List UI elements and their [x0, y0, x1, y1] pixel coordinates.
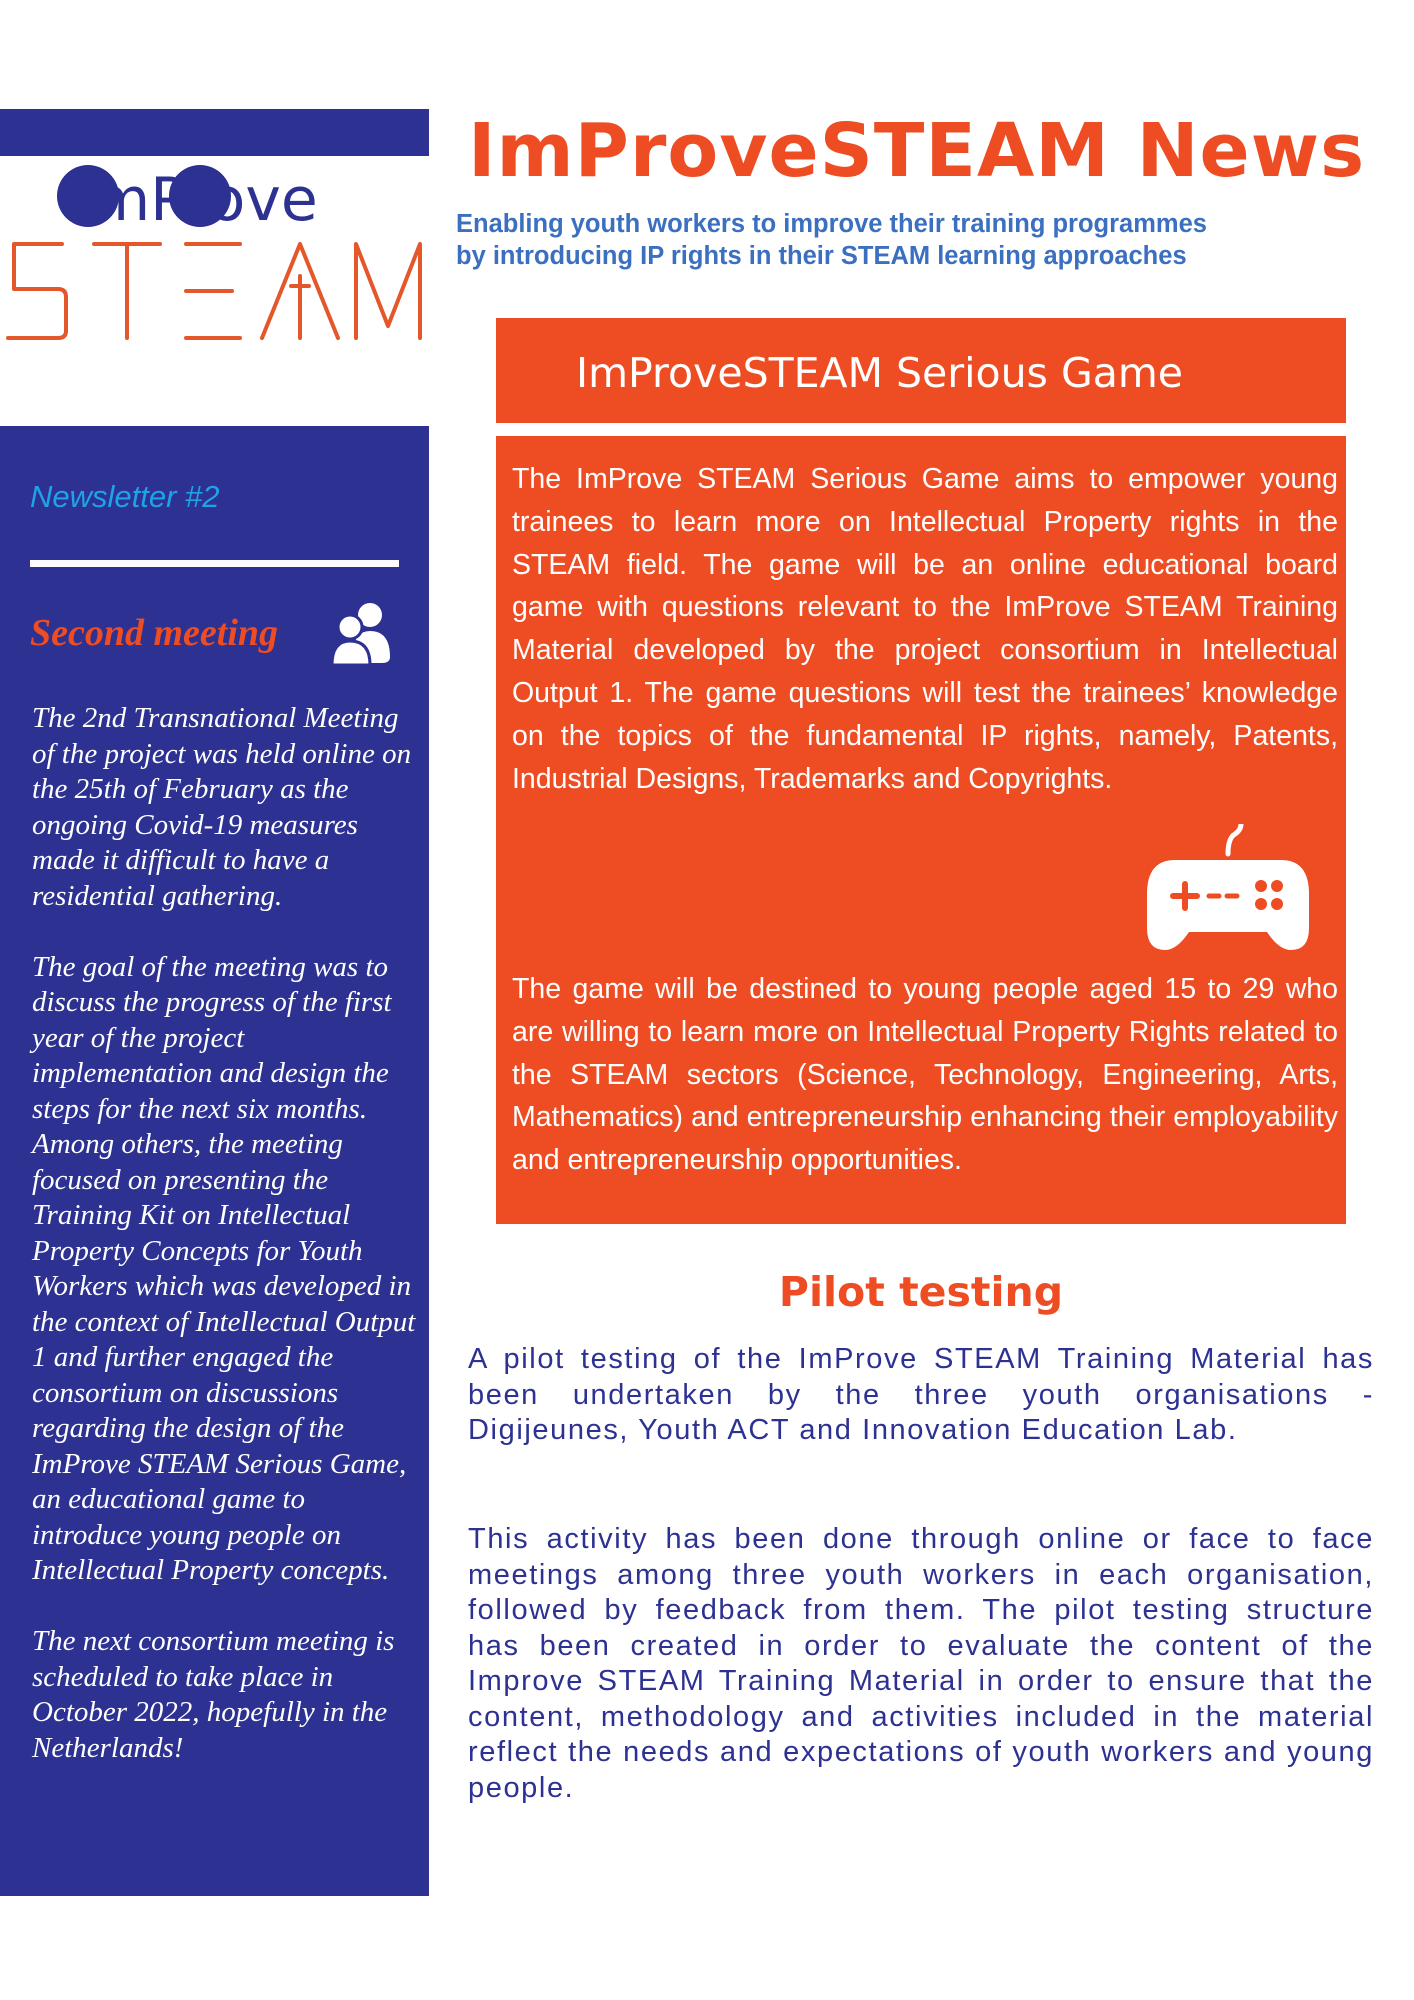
serious-game-box: [496, 436, 1346, 1224]
subtitle-line-1: Enabling youth workers to improve their training programmes: [456, 210, 1207, 238]
second-meeting-heading: Second meeting: [30, 612, 279, 654]
gamepad-icon: [1143, 824, 1313, 954]
side-paragraph-2: The goal of the meeting was to discuss the progress of the first year of the project implementation and design the steps for the next six months. Among others, the meeting focused on presenting the Training Kit on Intellectual Property Concepts for Youth Workers which was developed in the context of Intellectual Output 1 and further engaged the consortium on discussions regarding the design of the ImProve STEAM Serious Game, an educational game to introduce young people on Intellectual Property concepts.: [32, 950, 416, 1586]
side-paragraph-3: The next consortium meeting is scheduled to take place in October 2022, hopefully in the Netherlands!: [32, 1625, 395, 1764]
serious-game-paragraph-1: The ImProve STEAM Serious Game aims to empower young trainees to learn more on Intellectual Property rights in the STEAM field. The game will be an online educational board game with questions relevant to the ImProve STEAM Training Material developed by the project consortium in Intellectual Output 1. The game questions will test the trainees’ knowledge on the topics of the fundamental IP rights, namely, Patents, Industrial Designs, Trademarks and Copyrights.: [512, 463, 1338, 795]
serious-game-paragraph-2: The game will be destined to young people aged 15 to 29 who are willing to learn more on Intellectual Property Rights related to the STEAM sectors (Science, Technology, Engineering, Arts, Mathematics) and entrepreneurship enhancing their employability and entrepreneurship opportunities.: [512, 973, 1338, 1177]
newsletter-title: ImProveSTEAM News: [468, 108, 1366, 194]
people-icon: [330, 601, 394, 667]
sidebar-divider: [30, 560, 399, 567]
second-meeting-text: [32, 701, 417, 1802]
pilot-testing-paragraph-1: A pilot testing of the ImProve STEAM Training Material has been undertaken by the three youth organisations - Digijeunes, Youth ACT and Innovation Education Lab.: [468, 1343, 1374, 1446]
side-paragraph-1: The 2nd Transnational Meeting of the project was held online on the 25th of February as the ongoing Covid-19 measures made it difficult to have a residential gathering.: [32, 702, 412, 912]
newsletter-label: Newsletter #2: [30, 479, 220, 514]
pilot-testing-paragraph-2: This activity has been done through online or face to face meetings among three youth workers in each organisation, followed by feedback from them. The pilot testing structure has been created in order to evaluate the content of the Improve STEAM Training Material in order to ensure that the content, methodology and activities included in the material reflect the needs and expectations of youth workers and young people.: [468, 1523, 1374, 1804]
serious-game-header: [496, 318, 1346, 423]
subtitle-line-2: by introducing IP rights in their STEAM learning approaches: [456, 242, 1187, 270]
serious-game-title: ImProveSTEAM Serious Game: [576, 349, 1184, 397]
improve-steam-logo: [0, 156, 429, 426]
sidebar: [0, 109, 429, 1896]
pilot-testing-heading: Pilot testing: [778, 1268, 1064, 1316]
newsletter-subtitle: [456, 208, 1411, 272]
logo-line1: ImProve: [74, 165, 318, 235]
